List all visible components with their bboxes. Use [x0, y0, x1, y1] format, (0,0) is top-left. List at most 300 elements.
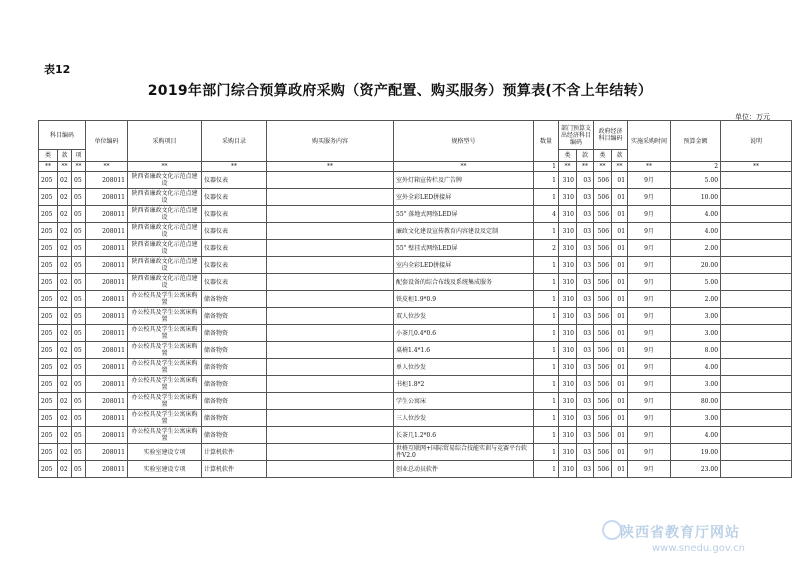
header-qty: 数量 — [534, 121, 559, 162]
cell-lei: 205 — [39, 376, 58, 393]
cell-spec: 双人位沙发 — [394, 308, 534, 325]
cell-project: 陕西省廉政文化示范点建设 — [128, 189, 202, 206]
cell-service — [267, 308, 394, 325]
cell-lei: 205 — [39, 342, 58, 359]
cell-note — [721, 342, 792, 359]
cell-unit-code: 208011 — [86, 427, 128, 444]
marker-cell: ** — [721, 162, 792, 172]
cell-kuan: 02 — [58, 291, 72, 308]
cell-spec: 55" 落地式网络LED屏 — [394, 206, 534, 223]
cell-unit-code: 208011 — [86, 359, 128, 376]
cell-gov-lei: 506 — [594, 359, 612, 376]
cell-dept-kuan: 03 — [577, 325, 594, 342]
marker-cell: ** — [86, 162, 128, 172]
cell-spec: 单人位沙发 — [394, 359, 534, 376]
cell-lei: 205 — [39, 359, 58, 376]
cell-note — [721, 427, 792, 444]
cell-gov-lei: 506 — [594, 223, 612, 240]
header-amount: 预算金额 — [671, 121, 721, 162]
cell-xiang: 05 — [72, 427, 86, 444]
cell-xiang: 05 — [72, 342, 86, 359]
cell-dept-lei: 310 — [559, 376, 577, 393]
cell-note — [721, 240, 792, 257]
cell-spec: 室外全彩LED拼接屏 — [394, 189, 534, 206]
cell-gov-lei: 506 — [594, 444, 612, 461]
marker-cell: 2 — [671, 162, 721, 172]
cell-qty: 1 — [534, 274, 559, 291]
cell-time: 9月 — [628, 274, 671, 291]
cell-amount: 20.00 — [671, 257, 721, 274]
cell-gov-kuan: 01 — [612, 257, 628, 274]
header-lei: 类 — [39, 150, 58, 162]
header-unit-code: 单位编码 — [86, 121, 128, 162]
cell-project: 办公校具及学生公寓床购置 — [128, 308, 202, 325]
cell-note — [721, 308, 792, 325]
cell-project: 陕西省廉政文化示范点建设 — [128, 257, 202, 274]
cell-lei: 205 — [39, 240, 58, 257]
cell-dept-kuan: 03 — [577, 410, 594, 427]
cell-dept-lei: 310 — [559, 393, 577, 410]
cell-catalog: 仪器仪表 — [202, 240, 267, 257]
watermark-name: 陕西省教育厅网站 — [620, 525, 740, 541]
table-row — [39, 325, 792, 342]
cell-dept-kuan: 03 — [577, 189, 594, 206]
cell-xiang: 05 — [72, 274, 86, 291]
cell-gov-lei: 506 — [594, 240, 612, 257]
cell-qty: 1 — [534, 223, 559, 240]
seal-circle-icon — [602, 520, 622, 540]
table-row — [39, 444, 792, 461]
cell-qty: 1 — [534, 291, 559, 308]
cell-amount: 8.00 — [671, 342, 721, 359]
marker-cell: ** — [267, 162, 394, 172]
table-row — [39, 461, 792, 478]
cell-kuan: 02 — [58, 223, 72, 240]
cell-xiang: 05 — [72, 206, 86, 223]
header-dept-kuan: 款 — [577, 150, 594, 162]
cell-unit-code: 208011 — [86, 444, 128, 461]
cell-project: 陕西省廉政文化示范点建设 — [128, 274, 202, 291]
cell-gov-lei: 506 — [594, 427, 612, 444]
table-tag: 表12 — [44, 63, 71, 76]
cell-lei: 205 — [39, 223, 58, 240]
cell-service — [267, 257, 394, 274]
table-row — [39, 172, 792, 189]
cell-xiang: 05 — [72, 393, 86, 410]
cell-project: 办公校具及学生公寓床购置 — [128, 393, 202, 410]
cell-dept-kuan: 03 — [577, 308, 594, 325]
cell-xiang: 05 — [72, 189, 86, 206]
cell-kuan: 02 — [58, 444, 72, 461]
cell-service — [267, 461, 394, 478]
watermark-url: www.snedu.gov.cn — [652, 543, 745, 554]
cell-catalog: 仪器仪表 — [202, 257, 267, 274]
cell-qty: 2 — [534, 240, 559, 257]
cell-dept-kuan: 03 — [577, 342, 594, 359]
cell-dept-lei: 310 — [559, 172, 577, 189]
cell-spec: 书柜1.8*2 — [394, 376, 534, 393]
cell-gov-kuan: 01 — [612, 342, 628, 359]
cell-qty: 1 — [534, 359, 559, 376]
cell-dept-kuan: 03 — [577, 393, 594, 410]
cell-note — [721, 410, 792, 427]
table-row — [39, 206, 792, 223]
cell-dept-kuan: 03 — [577, 461, 594, 478]
marker-cell: 1 — [534, 162, 559, 172]
cell-service — [267, 359, 394, 376]
cell-project: 实验室建设专项 — [128, 461, 202, 478]
cell-amount: 4.00 — [671, 359, 721, 376]
cell-dept-lei: 310 — [559, 274, 577, 291]
cell-qty: 1 — [534, 444, 559, 461]
cell-dept-kuan: 03 — [577, 206, 594, 223]
cell-catalog: 储备物资 — [202, 376, 267, 393]
cell-service — [267, 376, 394, 393]
cell-service — [267, 172, 394, 189]
cell-note — [721, 257, 792, 274]
cell-gov-kuan: 01 — [612, 376, 628, 393]
cell-gov-lei: 506 — [594, 461, 612, 478]
cell-note — [721, 189, 792, 206]
cell-dept-kuan: 03 — [577, 444, 594, 461]
cell-qty: 1 — [534, 393, 559, 410]
cell-time: 9月 — [628, 325, 671, 342]
cell-lei: 205 — [39, 291, 58, 308]
cell-dept-lei: 310 — [559, 206, 577, 223]
cell-qty: 1 — [534, 342, 559, 359]
cell-catalog: 储备物资 — [202, 393, 267, 410]
cell-qty: 1 — [534, 257, 559, 274]
cell-amount: 3.00 — [671, 410, 721, 427]
cell-gov-kuan: 01 — [612, 410, 628, 427]
procurement-budget-table — [38, 120, 792, 478]
cell-xiang: 05 — [72, 444, 86, 461]
table-row — [39, 189, 792, 206]
cell-time: 9月 — [628, 393, 671, 410]
cell-amount: 5.00 — [671, 274, 721, 291]
cell-kuan: 02 — [58, 427, 72, 444]
cell-gov-kuan: 01 — [612, 223, 628, 240]
cell-service — [267, 291, 394, 308]
cell-gov-kuan: 01 — [612, 274, 628, 291]
cell-project: 陕西省廉政文化示范点建设 — [128, 172, 202, 189]
cell-time: 9月 — [628, 291, 671, 308]
marker-cell: ** — [202, 162, 267, 172]
cell-dept-lei: 310 — [559, 257, 577, 274]
cell-xiang: 05 — [72, 223, 86, 240]
cell-gov-kuan: 01 — [612, 359, 628, 376]
cell-kuan: 02 — [58, 172, 72, 189]
cell-note — [721, 393, 792, 410]
cell-gov-lei: 506 — [594, 291, 612, 308]
cell-kuan: 02 — [58, 325, 72, 342]
cell-dept-lei: 310 — [559, 325, 577, 342]
header-note: 说明 — [721, 121, 792, 162]
cell-gov-lei: 506 — [594, 206, 612, 223]
cell-catalog: 储备物资 — [202, 308, 267, 325]
marker-cell: ** — [628, 162, 671, 172]
cell-amount: 4.00 — [671, 427, 721, 444]
cell-lei: 205 — [39, 257, 58, 274]
cell-gov-lei: 506 — [594, 376, 612, 393]
table-row — [39, 359, 792, 376]
cell-catalog: 仪器仪表 — [202, 189, 267, 206]
cell-unit-code: 208011 — [86, 257, 128, 274]
cell-amount: 2.00 — [671, 240, 721, 257]
cell-kuan: 02 — [58, 410, 72, 427]
cell-service — [267, 325, 394, 342]
cell-spec: 铁皮柜1.9*0.9 — [394, 291, 534, 308]
cell-xiang: 05 — [72, 257, 86, 274]
cell-catalog: 仪器仪表 — [202, 206, 267, 223]
cell-gov-kuan: 01 — [612, 206, 628, 223]
cell-kuan: 02 — [58, 274, 72, 291]
cell-lei: 205 — [39, 427, 58, 444]
cell-note — [721, 291, 792, 308]
cell-note — [721, 274, 792, 291]
marker-cell: ** — [612, 162, 628, 172]
cell-dept-lei: 310 — [559, 291, 577, 308]
cell-catalog: 储备物资 — [202, 325, 267, 342]
cell-project: 陕西省廉政文化示范点建设 — [128, 223, 202, 240]
cell-gov-lei: 506 — [594, 308, 612, 325]
cell-note — [721, 444, 792, 461]
cell-time: 9月 — [628, 410, 671, 427]
cell-dept-kuan: 03 — [577, 274, 594, 291]
cell-spec: 廉政文化建设宣传教育内容建设及定制 — [394, 223, 534, 240]
cell-unit-code: 208011 — [86, 172, 128, 189]
header-xiang: 项 — [72, 150, 86, 162]
cell-dept-lei: 310 — [559, 223, 577, 240]
header-time: 实施采购时间 — [628, 121, 671, 162]
cell-xiang: 05 — [72, 376, 86, 393]
cell-unit-code: 208011 — [86, 189, 128, 206]
cell-project: 办公校具及学生公寓床购置 — [128, 359, 202, 376]
cell-catalog: 储备物资 — [202, 359, 267, 376]
cell-service — [267, 223, 394, 240]
table-row — [39, 291, 792, 308]
cell-catalog: 储备物资 — [202, 427, 267, 444]
cell-service — [267, 427, 394, 444]
cell-gov-kuan: 01 — [612, 393, 628, 410]
marker-cell: ** — [394, 162, 534, 172]
cell-spec: 配套设备的综合布线及系统集成服务 — [394, 274, 534, 291]
cell-project: 办公校具及学生公寓床购置 — [128, 342, 202, 359]
cell-time: 9月 — [628, 427, 671, 444]
cell-spec: 室内全彩LED拼接屏 — [394, 257, 534, 274]
cell-service — [267, 393, 394, 410]
cell-spec: 世格互联网+国际贸易综合技能实训与竞赛平台软件V2.0 — [394, 444, 534, 461]
page-title: 2019年部门综合预算政府采购（资产配置、购买服务）预算表(不含上年结转） — [147, 83, 653, 99]
cell-amount: 4.00 — [671, 206, 721, 223]
cell-unit-code: 208011 — [86, 393, 128, 410]
cell-kuan: 02 — [58, 461, 72, 478]
header-gov-kuan: 款 — [612, 150, 628, 162]
cell-dept-kuan: 03 — [577, 257, 594, 274]
cell-note — [721, 206, 792, 223]
table-row — [39, 342, 792, 359]
cell-xiang: 05 — [72, 291, 86, 308]
cell-gov-lei: 506 — [594, 410, 612, 427]
cell-lei: 205 — [39, 325, 58, 342]
cell-catalog: 仪器仪表 — [202, 172, 267, 189]
header-project: 采购项目 — [128, 121, 202, 162]
cell-time: 9月 — [628, 308, 671, 325]
cell-project: 办公校具及学生公寓床购置 — [128, 291, 202, 308]
cell-service — [267, 189, 394, 206]
cell-gov-kuan: 01 — [612, 427, 628, 444]
cell-spec: 学生公寓床 — [394, 393, 534, 410]
cell-spec: 桌椅1.4*1.6 — [394, 342, 534, 359]
header-dept-lei: 类 — [559, 150, 577, 162]
cell-dept-lei: 310 — [559, 342, 577, 359]
cell-gov-kuan: 01 — [612, 444, 628, 461]
cell-spec: 长茶几1.2*0.6 — [394, 427, 534, 444]
cell-qty: 1 — [534, 172, 559, 189]
table-row — [39, 427, 792, 444]
cell-time: 9月 — [628, 257, 671, 274]
cell-gov-lei: 506 — [594, 189, 612, 206]
cell-note — [721, 325, 792, 342]
cell-catalog: 储备物资 — [202, 342, 267, 359]
cell-unit-code: 208011 — [86, 240, 128, 257]
cell-gov-lei: 506 — [594, 342, 612, 359]
marker-cell: ** — [559, 162, 577, 172]
cell-qty: 1 — [534, 461, 559, 478]
cell-gov-kuan: 01 — [612, 291, 628, 308]
cell-project: 办公校具及学生公寓床购置 — [128, 325, 202, 342]
cell-gov-lei: 506 — [594, 172, 612, 189]
cell-unit-code: 208011 — [86, 325, 128, 342]
cell-unit-code: 208011 — [86, 342, 128, 359]
cell-note — [721, 223, 792, 240]
cell-amount: 80.00 — [671, 393, 721, 410]
header-kuan: 款 — [58, 150, 72, 162]
cell-xiang: 05 — [72, 410, 86, 427]
cell-gov-kuan: 01 — [612, 240, 628, 257]
cell-amount: 3.00 — [671, 308, 721, 325]
cell-project: 陕西省廉政文化示范点建设 — [128, 206, 202, 223]
cell-kuan: 02 — [58, 342, 72, 359]
cell-dept-lei: 310 — [559, 189, 577, 206]
cell-qty: 1 — [534, 308, 559, 325]
cell-project: 实验室建设专项 — [128, 444, 202, 461]
cell-kuan: 02 — [58, 308, 72, 325]
cell-catalog: 储备物资 — [202, 291, 267, 308]
cell-gov-kuan: 01 — [612, 189, 628, 206]
cell-kuan: 02 — [58, 206, 72, 223]
cell-service — [267, 342, 394, 359]
marker-cell: ** — [594, 162, 612, 172]
cell-lei: 205 — [39, 461, 58, 478]
cell-amount: 4.00 — [671, 223, 721, 240]
cell-kuan: 02 — [58, 376, 72, 393]
header-catalog: 采购目录 — [202, 121, 267, 162]
cell-unit-code: 208011 — [86, 274, 128, 291]
table-row — [39, 240, 792, 257]
cell-qty: 1 — [534, 410, 559, 427]
cell-dept-lei: 310 — [559, 427, 577, 444]
table-row — [39, 308, 792, 325]
cell-xiang: 05 — [72, 240, 86, 257]
marker-cell: ** — [58, 162, 72, 172]
cell-service — [267, 410, 394, 427]
table-row — [39, 223, 792, 240]
cell-project: 陕西省廉政文化示范点建设 — [128, 240, 202, 257]
cell-dept-lei: 310 — [559, 461, 577, 478]
cell-unit-code: 208011 — [86, 410, 128, 427]
cell-service — [267, 274, 394, 291]
cell-service — [267, 444, 394, 461]
cell-project: 办公校具及学生公寓床购置 — [128, 427, 202, 444]
header-dept-code: 部门预算支出经济科目编码 — [559, 121, 594, 150]
cell-amount: 2.00 — [671, 291, 721, 308]
cell-lei: 205 — [39, 172, 58, 189]
cell-unit-code: 208011 — [86, 223, 128, 240]
cell-lei: 205 — [39, 393, 58, 410]
cell-qty: 1 — [534, 325, 559, 342]
cell-service — [267, 206, 394, 223]
cell-lei: 205 — [39, 189, 58, 206]
cell-lei: 205 — [39, 206, 58, 223]
cell-time: 9月 — [628, 172, 671, 189]
cell-catalog: 仪器仪表 — [202, 274, 267, 291]
cell-dept-lei: 310 — [559, 240, 577, 257]
table-row — [39, 376, 792, 393]
cell-spec: 三人位沙发 — [394, 410, 534, 427]
cell-dept-lei: 310 — [559, 359, 577, 376]
cell-qty: 1 — [534, 376, 559, 393]
cell-unit-code: 208011 — [86, 206, 128, 223]
cell-xiang: 05 — [72, 461, 86, 478]
cell-unit-code: 208011 — [86, 308, 128, 325]
header-gov-code: 政府经济科目编码 — [594, 121, 628, 150]
cell-gov-lei: 506 — [594, 393, 612, 410]
cell-amount: 19.00 — [671, 444, 721, 461]
cell-spec: 小茶几0.4*0.6 — [394, 325, 534, 342]
header-subject-code: 科目编码 — [39, 121, 86, 150]
cell-time: 9月 — [628, 376, 671, 393]
cell-catalog: 计算机软件 — [202, 461, 267, 478]
cell-gov-lei: 506 — [594, 274, 612, 291]
cell-lei: 205 — [39, 410, 58, 427]
header-spec: 规格型号 — [394, 121, 534, 162]
cell-dept-lei: 310 — [559, 410, 577, 427]
cell-lei: 205 — [39, 308, 58, 325]
cell-lei: 205 — [39, 444, 58, 461]
header-gov-lei: 类 — [594, 150, 612, 162]
header-service: 购买服务内容 — [267, 121, 394, 162]
cell-time: 9月 — [628, 240, 671, 257]
cell-time: 9月 — [628, 206, 671, 223]
cell-lei: 205 — [39, 274, 58, 291]
cell-time: 9月 — [628, 189, 671, 206]
cell-xiang: 05 — [72, 325, 86, 342]
cell-unit-code: 208011 — [86, 461, 128, 478]
cell-time: 9月 — [628, 444, 671, 461]
cell-gov-kuan: 01 — [612, 325, 628, 342]
cell-time: 9月 — [628, 461, 671, 478]
cell-qty: 4 — [534, 206, 559, 223]
cell-spec: 室外灯箱宣传栏及广告牌 — [394, 172, 534, 189]
cell-xiang: 05 — [72, 308, 86, 325]
cell-gov-kuan: 01 — [612, 172, 628, 189]
cell-dept-lei: 310 — [559, 444, 577, 461]
cell-time: 9月 — [628, 223, 671, 240]
cell-catalog: 计算机软件 — [202, 444, 267, 461]
cell-unit-code: 208011 — [86, 376, 128, 393]
cell-gov-lei: 506 — [594, 325, 612, 342]
